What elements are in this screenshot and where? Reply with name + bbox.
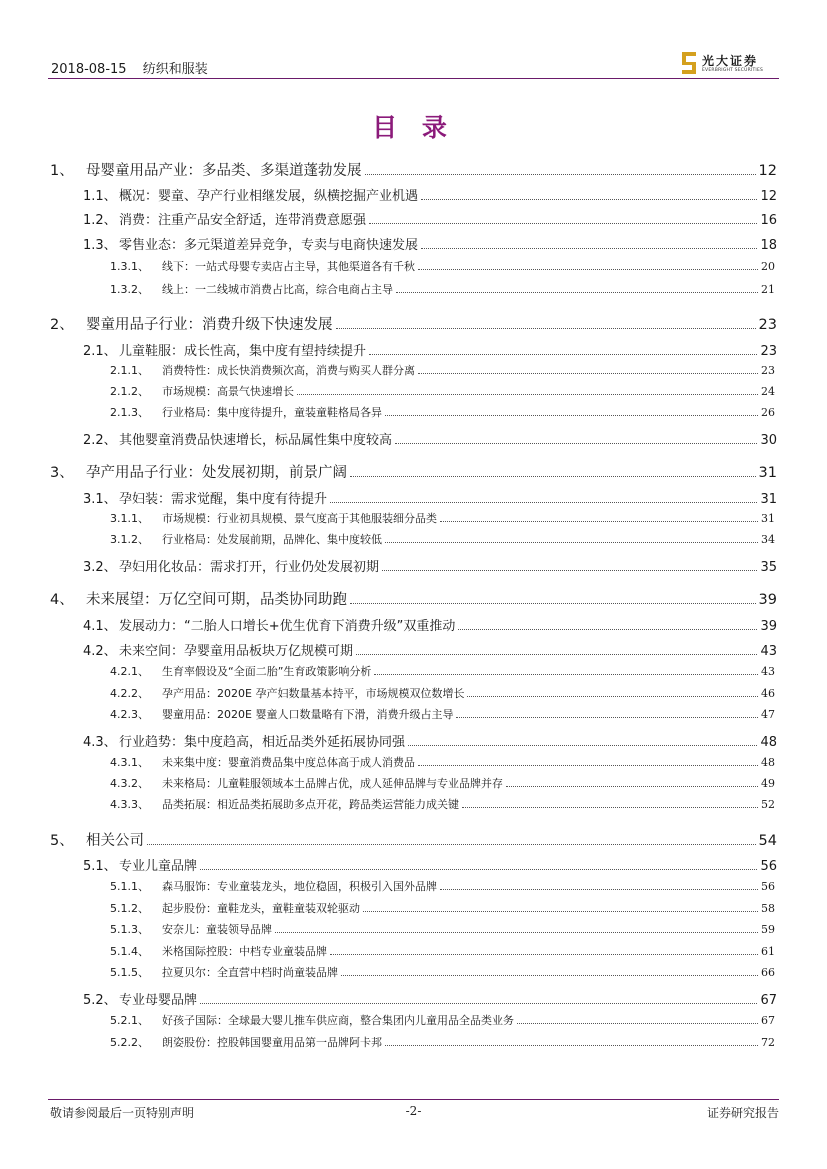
toc-entry-level-3[interactable] [110,362,775,378]
toc-entry-title: 其他婴童消费品快速增长，标品属性集中度较高 [119,433,393,448]
toc-entry-page: 12 [760,189,777,204]
toc-leader-dots [382,570,757,571]
toc-entry-page: 30 [760,433,777,448]
toc-leader-dots [395,443,757,444]
toc-entry-number: 2.2、 [83,433,117,448]
toc-entry-page: 48 [761,756,775,769]
toc-entry-level-2[interactable] [83,989,777,1008]
toc-entry-level-2[interactable] [83,640,777,659]
toc-leader-dots [147,844,756,845]
toc-entry-level-3[interactable] [110,383,775,399]
toc-entry-level-2[interactable] [83,429,777,448]
toc-leader-dots [363,911,758,912]
toc-entry-title: 未来空间：孕婴童用品板块万亿规模可期 [119,644,354,659]
toc-entry-title: 好孩子国际：全球最大婴儿推车供应商，整合集团内儿童用品全品类业务 [162,1014,514,1027]
toc-entry-page: 58 [761,902,775,915]
toc-entry-title: 线上：一二线城市消费占比高，综合电商占主导 [162,283,393,296]
toc-entry-level-3[interactable] [110,510,775,526]
toc-leader-dots [456,717,758,718]
toc-entry-page: 67 [761,1014,775,1027]
toc-entry-number: 5.2.2、 [110,1036,149,1049]
toc-entry-number: 5、 [50,833,74,849]
toc-entry-title: 市场规模：行业初具规模、景气度高于其他服装细分品类 [162,512,437,525]
header-info [51,58,208,77]
toc-entry-page: 39 [758,592,777,608]
toc-entry-title: 生育率假设及“全面二胎”生育政策影响分析 [162,665,372,678]
toc-leader-dots [458,629,757,630]
toc-entry-number: 2.1.2、 [110,385,149,398]
toc-entry-level-1[interactable] [50,829,777,850]
toc-entry-number: 5.1.5、 [110,966,149,979]
toc-leader-dots [418,373,758,374]
toc-entry-number: 2、 [50,317,74,333]
toc-entry-title: 专业母婴品牌 [119,993,198,1008]
toc-entry-level-2[interactable] [83,185,777,204]
toc-leader-dots [440,889,758,890]
toc-entry-level-2[interactable] [83,209,777,228]
toc-entry-number: 5.2.1、 [110,1014,149,1027]
toc-entry-title: 拉夏贝尔：全直营中档时尚童装品牌 [162,966,338,979]
toc-leader-dots [200,1003,757,1004]
toc-entry-title: 概况：婴童、孕产行业相继发展，纵横挖掘产业机遇 [119,189,419,204]
toc-entry-level-3[interactable] [110,921,775,937]
toc-entry-page: 24 [761,385,775,398]
toc-entry-number: 3.1.2、 [110,533,149,546]
toc-entry-number: 5.1.1、 [110,880,149,893]
toc-entry-level-3[interactable] [110,775,775,791]
toc-entry-title: 母婴童用品产业：多品类、多渠道蓬勃发展 [86,163,362,179]
toc-entry-title: 婴童用品：2020E 婴童人口数量略有下滑，消费升级占主导 [162,708,454,721]
toc-entry-level-3[interactable] [110,943,775,959]
toc-leader-dots [462,807,758,808]
toc-entry-number: 4.2.3、 [110,708,149,721]
toc-entry-level-2[interactable] [83,340,777,359]
toc-entry-number: 4.2.1、 [110,665,149,678]
toc-leader-dots [517,1023,758,1024]
toc-entry-title: 市场规模：高景气快速增长 [162,385,294,398]
toc-leader-dots [421,248,757,249]
toc-entry-number: 1.3、 [83,238,117,253]
toc-entry-title: 未来格局：儿童鞋服领域本土品牌占优，成人延伸品牌与专业品牌并存 [162,777,503,790]
toc-entry-number: 4.2.2、 [110,687,149,700]
toc-entry-level-3[interactable] [110,258,775,274]
toc-entry-number: 1.2、 [83,213,117,228]
toc-entry-title: 孕妇装：需求觉醒，集中度有待提升 [119,492,328,507]
toc-entry-level-3[interactable] [110,685,775,701]
toc-leader-dots [336,328,756,329]
toc-entry-page: 59 [761,923,775,936]
toc-entry-page: 61 [761,945,775,958]
toc-entry-page: 67 [760,993,777,1008]
toc-entry-number: 4.1、 [83,619,117,634]
footer-divider [48,1099,779,1100]
toc-leader-dots [297,394,758,395]
toc-entry-title: 朗姿股份：控股韩国婴童用品第一品牌阿卡邦 [162,1036,382,1049]
toc-entry-page: 23 [758,317,777,333]
toc-entry-page: 18 [760,238,777,253]
toc-entry-number: 3.2、 [83,560,117,575]
toc-entry-level-1[interactable] [50,588,777,609]
footer-report-type: 证券研究报告 [706,1106,779,1120]
toc-entry-title: 起步股份：童鞋龙头，童鞋童装双轮驱动 [162,902,360,915]
toc-entry-page: 47 [761,708,775,721]
toc-entry-number: 1.1、 [83,189,117,204]
toc-leader-dots [350,476,756,477]
toc-leader-dots [350,603,756,604]
toc-entry-level-3[interactable] [110,900,775,916]
toc-entry-page: 72 [761,1036,775,1049]
page-title: 目 录 [372,113,455,142]
toc-entry-number: 4.3.3、 [110,798,149,811]
toc-entry-title: 米格国际控股：中档专业童装品牌 [162,945,327,958]
toc-entry-page: 12 [758,163,777,179]
toc-entry-page: 56 [761,880,775,893]
toc-entry-level-3[interactable] [110,754,775,770]
toc-entry-page: 43 [760,644,777,659]
toc-entry-title: 零售业态：多元渠道差异竞争，专卖与电商快速发展 [119,238,419,253]
toc-entry-level-3[interactable] [110,878,775,894]
toc-entry-page: 66 [761,966,775,979]
toc-entry-number: 2.1.1、 [110,364,149,377]
toc-entry-level-2[interactable] [83,556,777,575]
toc-entry-level-1[interactable] [50,461,777,482]
toc-leader-dots [418,765,758,766]
toc-leader-dots [385,542,758,543]
toc-entry-level-3[interactable] [110,1012,775,1028]
toc-entry-page: 39 [760,619,777,634]
toc-entry-page: 23 [760,344,777,359]
toc-entry-page: 20 [761,260,775,273]
toc-entry-number: 1.3.2、 [110,283,149,296]
toc-entry-title: 森马服饰：专业童装龙头，地位稳固，积极引入国外品牌 [162,880,437,893]
toc-entry-number: 5.1.2、 [110,902,149,915]
toc-entry-number: 1.3.1、 [110,260,149,273]
toc-entry-title: 线下：一站式母婴专卖店占主导，其他渠道各有千秋 [162,260,415,273]
toc-entry-number: 4.2、 [83,644,117,659]
toc-entry-title: 孕妇用化妆品：需求打开，行业仍处发展初期 [119,560,380,575]
toc-entry-page: 31 [761,512,775,525]
toc-entry-page: 52 [761,798,775,811]
toc-leader-dots [408,745,757,746]
toc-entry-level-1[interactable] [50,159,777,180]
toc-leader-dots [369,354,757,355]
toc-entry-level-3[interactable] [110,663,775,679]
toc-entry-title: 孕产用品：2020E 孕产妇数量基本持平，市场规模双位数增长 [162,687,465,700]
everbright-logo [682,52,778,76]
toc-entry-level-3[interactable] [110,404,775,420]
logo-mark-icon [682,52,696,74]
toc-entry-number: 3.1、 [83,492,117,507]
toc-entry-level-2[interactable] [83,615,777,634]
toc-entry-level-3[interactable] [110,531,775,547]
toc-leader-dots [365,174,756,175]
toc-leader-dots [467,696,758,697]
toc-entry-page: 46 [761,687,775,700]
toc-entry-title: 消费：注重产品安全舒适，连带消费意愿强 [119,213,367,228]
toc-entry-title: 专业儿童品牌 [119,859,198,874]
toc-entry-number: 4.3.2、 [110,777,149,790]
toc-entry-page: 21 [761,283,775,296]
toc-entry-title: 行业趋势：集中度趋高，相近品类外延拓展协同强 [119,735,406,750]
toc-leader-dots [374,674,758,675]
toc-leader-dots [275,932,758,933]
toc-entry-title: 安奈儿：童装领导品牌 [162,923,272,936]
toc-entry-number: 3、 [50,465,74,481]
toc-entry-level-2[interactable] [83,488,777,507]
footer-disclaimer: 敬请参阅最后一页特别声明 [50,1106,195,1120]
toc-entry-level-3[interactable] [110,964,775,980]
toc-entry-title: 行业格局：处发展前期，品牌化、集中度较低 [162,533,382,546]
toc-entry-number: 3.1.1、 [110,512,149,525]
toc-leader-dots [418,269,758,270]
toc-entry-title: 品类拓展：相近品类拓展助多点开花，跨品类运营能力成关键 [162,798,459,811]
toc-entry-page: 56 [760,859,777,874]
toc-entry-page: 35 [760,560,777,575]
toc-entry-title: 未来展望：万亿空间可期，品类协同助跑 [86,592,347,608]
logo-chinese-name: 光大证券 [702,54,759,68]
toc-entry-number: 2.1、 [83,344,117,359]
page-number: -2- [405,1104,422,1118]
toc-entry-level-3[interactable] [110,281,775,297]
toc-leader-dots [385,1045,758,1046]
report-category: 纺织和服装 [142,62,208,77]
toc-entry-number: 2.1.3、 [110,406,149,419]
toc-leader-dots [421,199,757,200]
toc-entry-number: 4.3.1、 [110,756,149,769]
header-divider [48,78,779,79]
report-date: 2018-08-15 [51,62,127,77]
toc-leader-dots [330,502,757,503]
toc-entry-title: 行业格局：集中度待提升，童装童鞋格局各异 [162,406,382,419]
toc-entry-page: 34 [761,533,775,546]
toc-entry-page: 16 [760,213,777,228]
toc-entry-number: 5.1.3、 [110,923,149,936]
toc-leader-dots [385,415,758,416]
toc-entry-page: 31 [760,492,777,507]
toc-entry-level-2[interactable] [83,731,777,750]
toc-entry-number: 4.3、 [83,735,117,750]
toc-entry-number: 5.1、 [83,859,117,874]
toc-entry-level-2[interactable] [83,234,777,253]
toc-entry-number: 4、 [50,592,74,608]
toc-entry-number: 5.1.4、 [110,945,149,958]
toc-entry-page: 49 [761,777,775,790]
toc-entry-title: 相关公司 [86,833,144,849]
toc-leader-dots [506,786,758,787]
toc-leader-dots [369,223,757,224]
toc-entry-level-3[interactable] [110,1034,775,1050]
toc-entry-page: 48 [760,735,777,750]
toc-entry-page: 26 [761,406,775,419]
toc-entry-page: 43 [761,665,775,678]
toc-leader-dots [440,521,758,522]
toc-entry-title: 婴童用品子行业：消费升级下快速发展 [86,317,333,333]
toc-entry-title: 儿童鞋服：成长性高，集中度有望持续提升 [119,344,367,359]
toc-leader-dots [356,654,757,655]
toc-leader-dots [341,975,758,976]
toc-entry-title: 孕产用品子行业：处发展初期，前景广阔 [86,465,347,481]
toc-entry-page: 31 [758,465,777,481]
toc-leader-dots [200,869,757,870]
toc-entry-level-3[interactable] [110,796,775,812]
toc-entry-level-1[interactable] [50,313,777,334]
toc-entry-level-3[interactable] [110,706,775,722]
toc-entry-title: 发展动力：“二胎人口增长+优生优育下消费升级”双重推动 [119,619,456,634]
toc-entry-page: 54 [758,833,777,849]
toc-entry-number: 1、 [50,163,74,179]
toc-leader-dots [330,954,758,955]
logo-english-name: EVERBRIGHT SECURITIES [702,68,764,73]
toc-entry-page: 23 [761,364,775,377]
toc-leader-dots [396,292,758,293]
toc-entry-level-2[interactable] [83,855,777,874]
toc-entry-title: 未来集中度：婴童消费品集中度总体高于成人消费品 [162,756,415,769]
toc-entry-number: 5.2、 [83,993,117,1008]
toc-entry-title: 消费特性：成长快消费频次高，消费与购买人群分离 [162,364,415,377]
